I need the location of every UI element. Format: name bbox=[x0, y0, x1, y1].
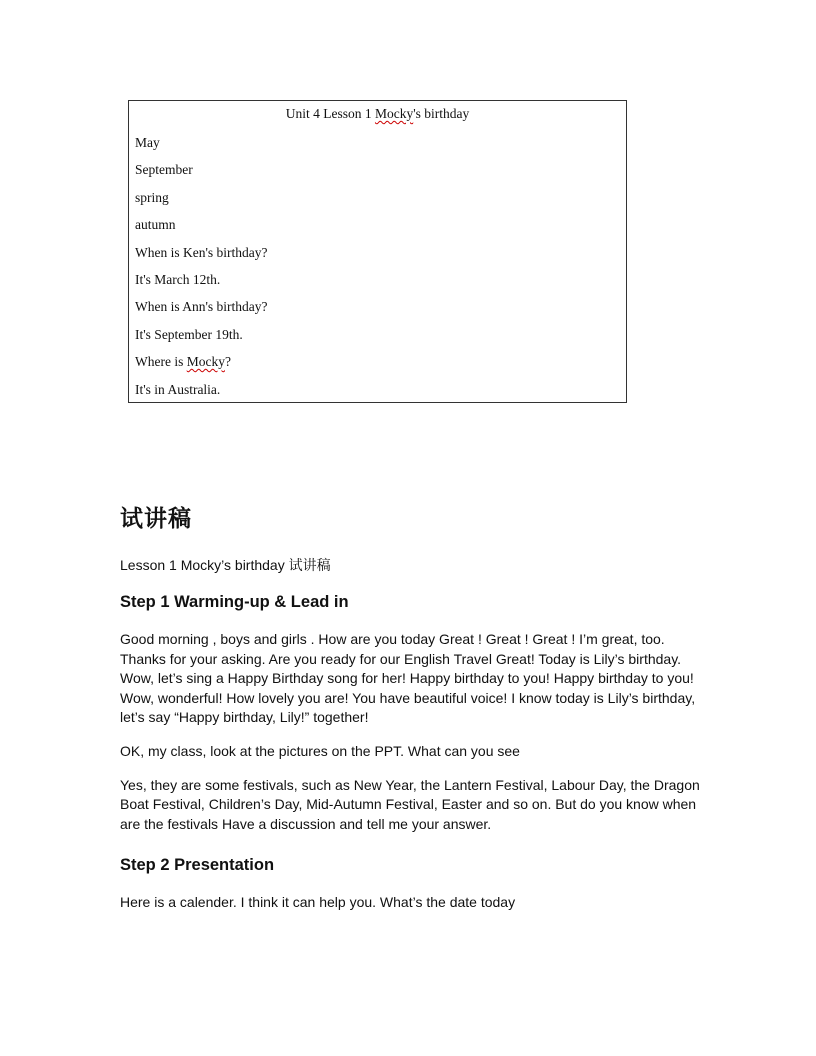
board-line: It's September 19th. bbox=[135, 326, 243, 342]
step-heading: Step 1 Warming-up & Lead in bbox=[120, 593, 349, 611]
step-heading: Step 2 Presentation bbox=[120, 856, 275, 875]
document-subtitle: Lesson 1 Mocky’s birthday 试讲稿 bbox=[120, 557, 331, 573]
spellcheck-word: Mocky bbox=[374, 106, 414, 121]
board-lines bbox=[135, 134, 268, 408]
board-line: spring bbox=[135, 189, 169, 205]
board-line: When is Ann's birthday? bbox=[135, 299, 268, 315]
paragraph: Good morning , boys and girls . How are you today Great ! Great ! Great ! I’m great, too. Thanks for your asking. Are you ready for our English Travel Great! Today is Lily’s birthday. Wow, let’s sing a Happy Birthday song for her! Happy birthday to you! Happy birthday to you! Wow, wonderful! How lovely you are! You have beautiful voice! I know today is Lily’s birthday, let’s say “Happy birthday, Lily!” together! bbox=[120, 631, 696, 726]
board-line: It's March 12th. bbox=[135, 271, 221, 287]
board-line: Where is Mocky? bbox=[135, 354, 231, 370]
section-title: 试讲稿 bbox=[120, 506, 192, 532]
board-line: September bbox=[135, 162, 193, 178]
paragraph: Here is a calender. I think it can help you. What’s the date today bbox=[120, 894, 516, 911]
paragraph: OK, my class, look at the pictures on the PPT. What can you see bbox=[120, 742, 520, 759]
blackboard-design-box bbox=[128, 100, 627, 403]
board-line: When is Ken's birthday? bbox=[135, 244, 268, 260]
board-line: autumn bbox=[135, 217, 176, 233]
board-line: May bbox=[135, 135, 160, 150]
paragraph: Yes, they are some festivals, such as New Year, the Lantern Festival, Labour Day, the Dragon Boat Festival, Children’s Day, Mid-Autumn Festival, Easter and so on. But do you know when are the festivals Have a discussion and tell me your answer. bbox=[120, 776, 700, 832]
board-title: Unit 4 Lesson 1 Mocky's birthday bbox=[285, 106, 470, 121]
spellcheck-word: Mocky bbox=[186, 354, 225, 370]
document-body bbox=[120, 500, 700, 927]
board-line: It's in Australia. bbox=[135, 381, 221, 397]
